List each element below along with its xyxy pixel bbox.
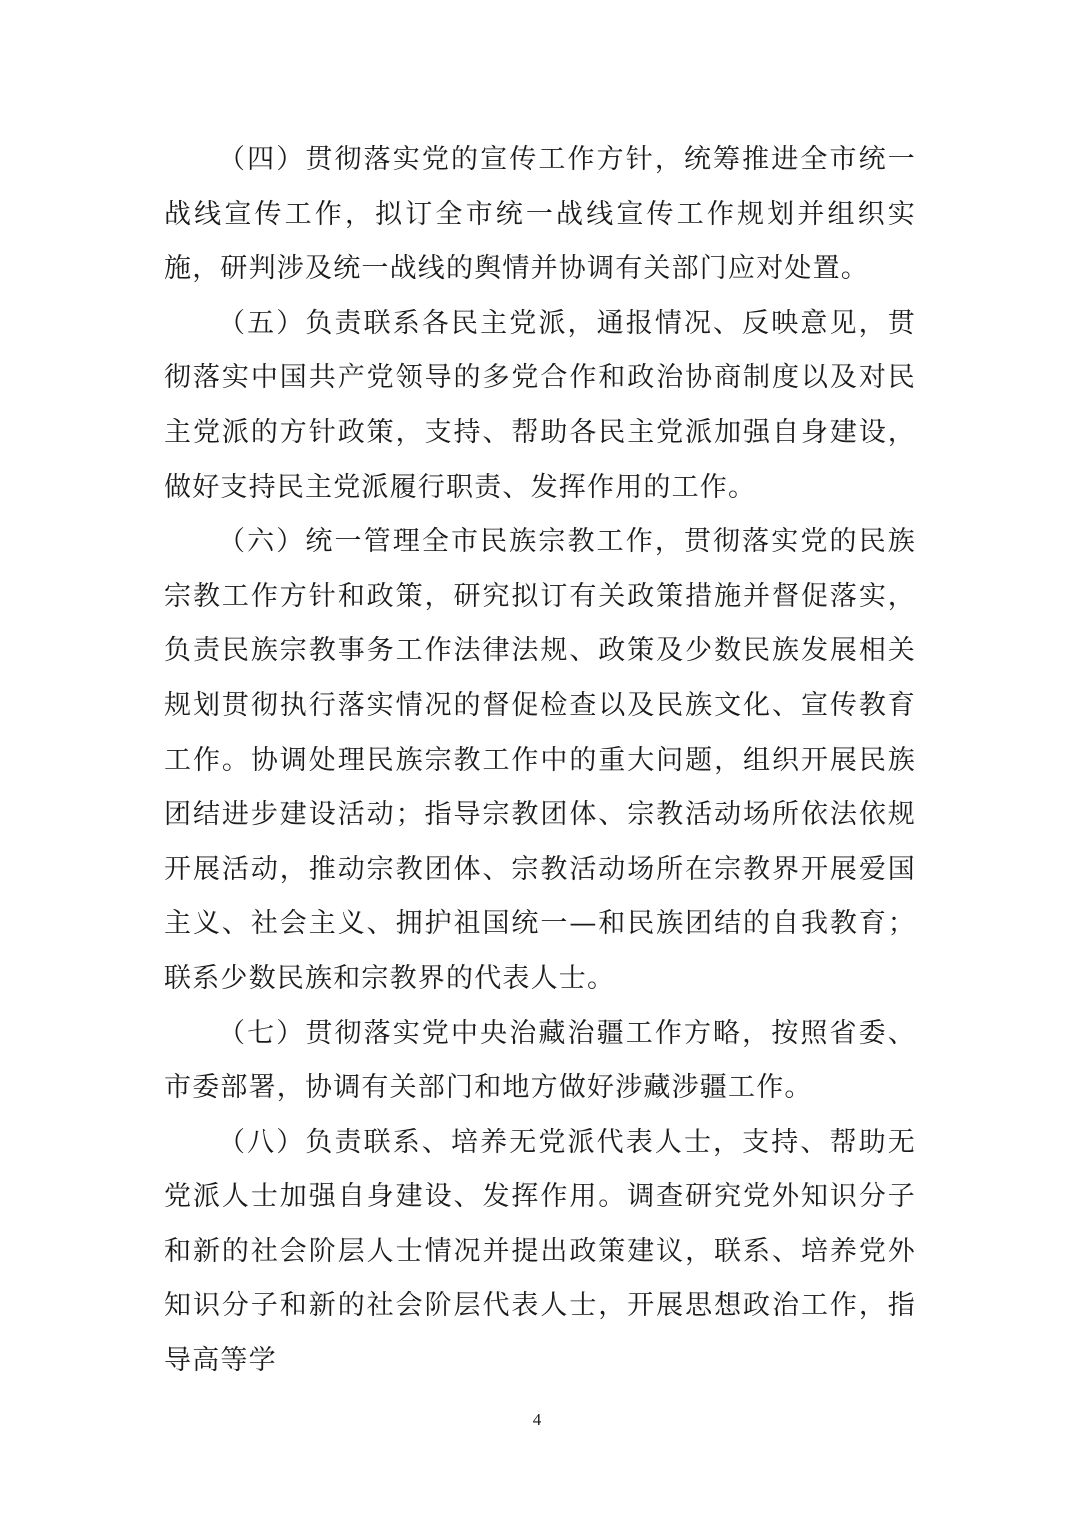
paragraph-8: （八）负责联系、培养无党派代表人士，支持、帮助无党派人士加强自身建设、发挥作用。调查研究党外知识分子和新的社会阶层人士情况并提出政策建议，联系、培养党外知识分子和新的社会阶层代表人士，开展思想政治工作，指导高等学: [164, 1126, 916, 1377]
paragraph-5: （五）负责联系各民主党派，通报情况、反映意见，贯彻落实中国共产党领导的多党合作和政治协商制度以及对民主党派的方针政策，支持、帮助各民主党派加强自身建设，做好支持民主党派履行职责、发挥作用的工作。: [164, 307, 916, 503]
paragraph-7: （七）贯彻落实党中央治藏治疆工作方略，按照省委、市委部署，协调有关部门和地方做好涉藏涉疆工作。: [164, 1017, 916, 1104]
paragraph-4: （四）贯彻落实党的宣传工作方针，统筹推进全市统一战线宣传工作，拟订全市统一战线宣传工作规划并组织实施，研判涉及统一战线的舆情并协调有关部门应对处置。: [164, 144, 916, 285]
page-number: 4: [532, 1410, 542, 1429]
paragraph-6: （六）统一管理全市民族宗教工作，贯彻落实党的民族宗教工作方针和政策，研究拟订有关政策措施并督促落实，负责民族宗教事务工作法律法规、政策及少数民族发展相关规划贯彻执行落实情况的督促检查以及民族文化、宣传教育工作。协调处理民族宗教工作中的重大问题，组织开展民族团结进步建设活动；指导宗教团体、宗教活动场所依法依规开展活动，推动宗教团体、宗教活动场所在宗教界开展爱国主义、社会主义、拥护祖国统一—和民族团结的自我教育；联系少数民族和宗教界的代表人士。: [164, 526, 916, 994]
document-body: [164, 133, 916, 1389]
